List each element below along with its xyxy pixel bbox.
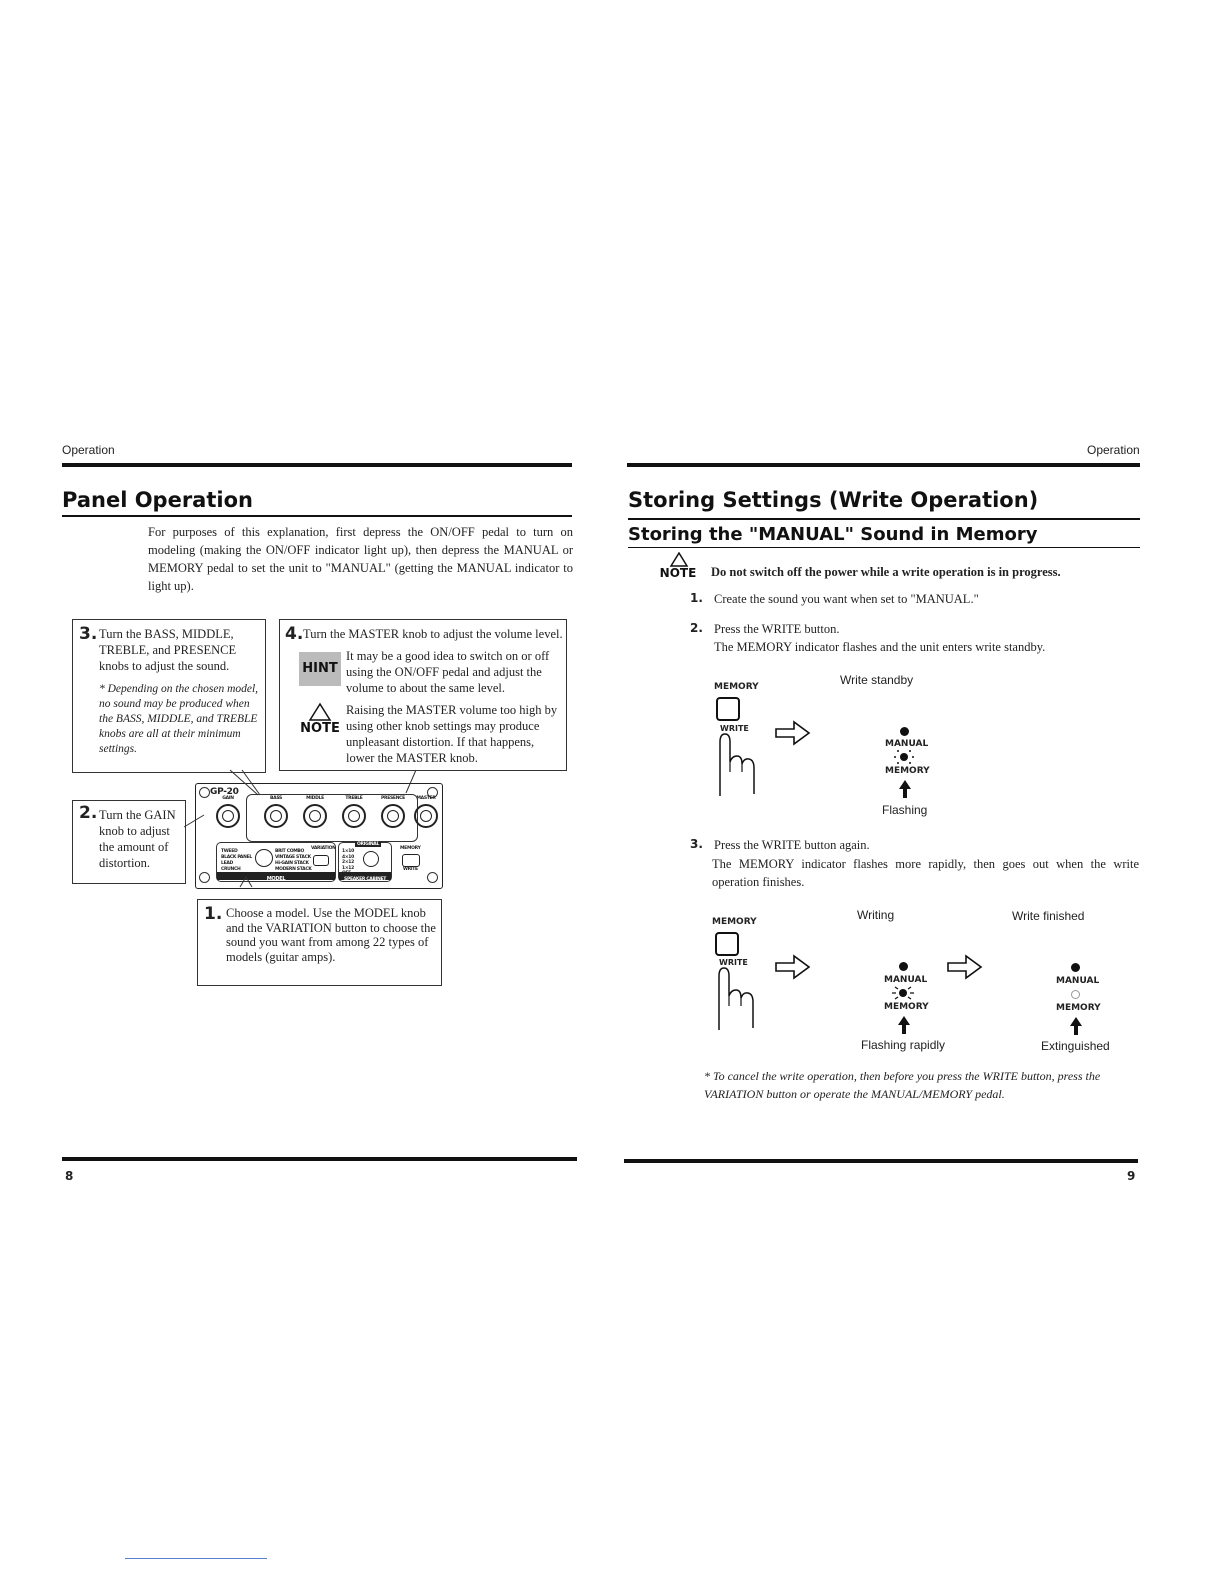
knob-label: GAIN [222,796,234,801]
step3-note: * Depending on the chosen model, no sound may be produced when the BASS, MIDDLE, and TREBLE knobs are all at their minimum settings. [99,683,259,755]
amp-item: VINTAGE STACK [275,855,311,860]
right-running-header: Operation [1087,443,1140,457]
fig2-finished-title: Write finished [1012,909,1085,923]
arrow-right-icon [774,954,812,980]
step1-number: 1. [204,904,223,924]
left-running-header: Operation [62,443,115,457]
step-number: 2. [690,621,703,635]
step1-text: Choose a model. Use the MODEL knob and the VARIATION button to choose the sound you want from among 22 types of models (guitar amps). [226,906,436,964]
right-note-text: Do not switch off the power while a write operation is in progress. [711,565,1061,579]
left-intro-paragraph: For purposes of this explanation, first depress the ON/OFF pedal to turn on modeling (making the ON/OFF indicator light up), then depress the MANUAL or MEMORY pedal to set the unit to "MANUAL" (getting the MANUAL indicator to light up). [148,525,573,593]
write-button-icon [715,932,739,956]
fig2-memory-label: MEMORY [712,917,757,927]
manual-led-icon [899,962,908,971]
fig1-write-label: WRITE [720,724,749,733]
step-number: 1. [690,591,703,605]
memory-led-off-icon [1071,990,1080,999]
original-label: ORIGINAL [357,842,380,847]
arrow-right-icon [774,720,812,746]
amp-item: TWEED [221,849,238,854]
knob-label: TREBLE [345,796,363,801]
step3-box [72,619,266,773]
cab-item: 4×10 [342,854,354,860]
note-icon [656,552,702,582]
step4-text: Turn the MASTER knob to adjust the volume level. [303,627,563,641]
panel-write-label: WRITE [403,867,418,872]
step4-number: 4. [285,624,304,644]
arrow-right-icon [946,954,984,980]
fig2-memory-indicator-label: MEMORY [884,1002,929,1012]
fig2-caption-finished: Extinguished [1041,1039,1110,1053]
knob-label: BASS [270,796,282,801]
memory-led-rapid-flashing-icon [890,985,916,1001]
step1-box [197,899,442,986]
right-footnote: * To cancel the write operation, then before you press the WRITE button, press the VARIATION button or operate the MANUAL/MEMORY pedal. [704,1069,1101,1101]
fig2-finished-manual-label: MANUAL [1056,976,1100,986]
amp-item: BLACK PANEL [221,855,252,860]
cab-item: 1×12 [342,865,354,871]
step-text: Create the sound you want when set to "MANUAL." [714,592,979,606]
fig2-write-label: WRITE [719,958,748,967]
step3-text: Turn the BASS, MIDDLE, TREBLE, and PRESENCE knobs to adjust the sound. [99,627,237,673]
fig1-memory-indicator-label: MEMORY [885,766,930,776]
fig2-manual-label: MANUAL [884,975,928,985]
note-text: Raising the MASTER volume too high by using other knob settings may produce unpleasant distortion. If that happens, lower the MASTER knob. [346,703,558,765]
note-icon [297,702,343,738]
memory-led-flashing-icon [892,749,916,765]
step2-box [72,800,186,884]
step-text: Press the WRITE button. [714,622,840,636]
manual-led-icon [1071,963,1080,972]
fig2-finished-memory-label: MEMORY [1056,1003,1101,1013]
svg-text:NOTE: NOTE [659,566,697,580]
left-header-rule [62,463,572,467]
knob-label: MASTER [416,796,436,801]
left-footer-rule [62,1157,577,1161]
right-page-number: 9 [1127,1169,1136,1183]
amp-item: MODERN STACK [275,867,312,872]
hint-text: It may be a good idea to switch on or off using the ON/OFF pedal and adjust the volume to about the same level. [346,649,550,695]
fig1-manual-label: MANUAL [885,739,929,749]
variation-label: VARIATION [311,846,336,851]
right-subtitle: Storing the "MANUAL" Sound in Memory [628,524,1038,545]
amp-item: BRIT COMBO [275,849,305,854]
amp-item: CRUNCH [221,867,241,872]
pressing-finger-icon [706,732,762,798]
knob-label: MIDDLE [306,796,324,801]
leader-lines [180,765,440,905]
pressing-finger-icon [705,966,761,1032]
right-page-title: Storing Settings (Write Operation) [628,488,1039,512]
left-page-number: 8 [65,1169,74,1183]
arrow-up-icon [898,779,912,799]
left-title-rule [62,515,572,517]
manual-led-icon [900,727,909,736]
right-title-rule [628,518,1140,520]
cab-item: 1×10 [342,849,354,854]
hint-badge: HINT [299,652,341,686]
fig1-memory-label: MEMORY [714,682,759,692]
knob-label: PRESENCE [381,796,405,801]
fig2-writing-title: Writing [857,908,895,922]
step2-text: Turn the GAIN knob to adjust the amount of distortion. [99,808,176,870]
left-page-title: Panel Operation [62,488,253,512]
step-detail: The MEMORY indicator flashes more rapidly, then goes out when the write operation finishes. [712,857,1139,889]
right-footer-rule [624,1159,1138,1163]
amp-item: Hi-GAIN STACK [275,861,309,866]
right-subtitle-rule [628,547,1140,548]
arrow-up-icon [1069,1016,1083,1036]
fig1-state-title: Write standby [840,673,914,687]
step4-box [279,619,567,771]
step-detail: The MEMORY indicator flashes and the unit enters write standby. [714,640,1046,654]
step3-number: 3. [79,624,98,644]
speaker-label: SPEAKER CABINET [344,877,386,882]
step-number: 3. [690,837,703,851]
arrow-up-icon [897,1015,911,1035]
step2-number: 2. [79,803,98,823]
model-label: MODEL [266,876,286,882]
cab-item: 2×12 [342,860,354,865]
panel-memory-label: MEMORY [400,846,421,851]
write-button-icon [716,697,740,721]
panel-brand: GP-20 [210,787,239,797]
step-text: Press the WRITE button again. [714,838,870,852]
bottom-rule-decoration [125,1558,267,1559]
fig2-caption-writing: Flashing rapidly [861,1038,946,1052]
amp-item: LEAD [221,861,233,866]
fig1-caption: Flashing [882,803,928,817]
right-header-rule [627,463,1140,467]
svg-text:NOTE: NOTE [300,721,340,736]
